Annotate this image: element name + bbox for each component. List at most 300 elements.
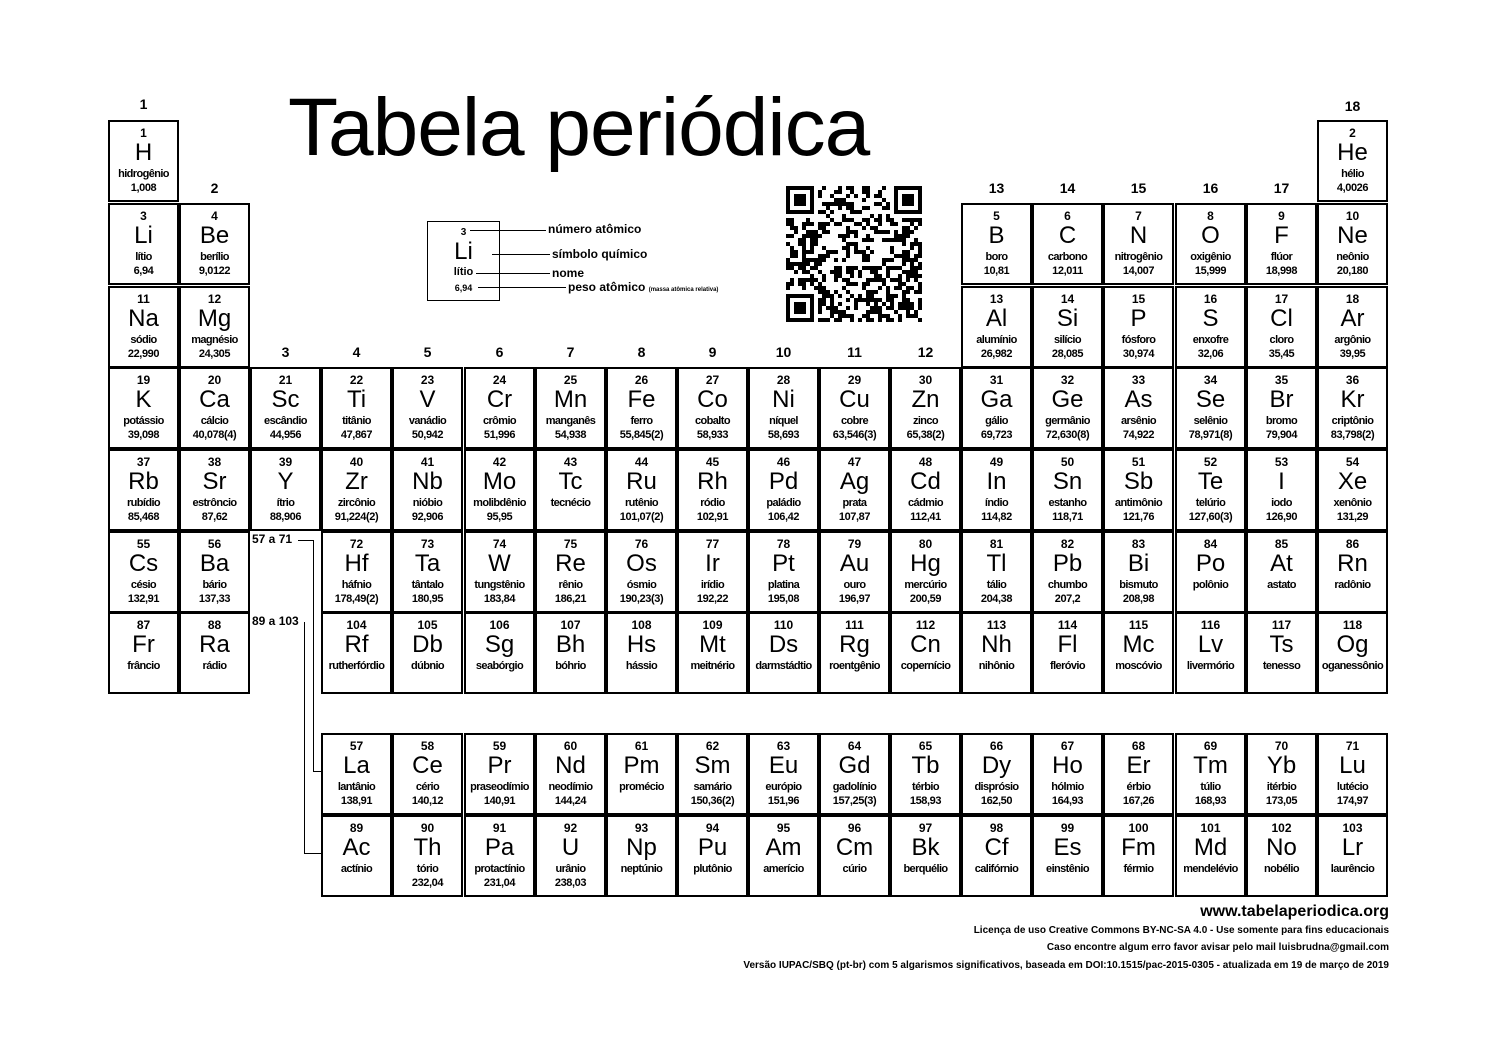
- element-symbol: Ce: [412, 752, 443, 779]
- element-name: dúbnio: [410, 660, 445, 672]
- element-name: praseodímio: [470, 781, 529, 793]
- atomic-mass: 140,12: [411, 795, 444, 807]
- element-cell-cm: [819, 815, 890, 897]
- atomic-number: 76: [634, 537, 649, 551]
- element-cell-o: [1175, 203, 1246, 285]
- element-name: carbono: [1047, 251, 1088, 263]
- element-name: promécio: [619, 781, 664, 793]
- element-name: nióbio: [412, 497, 443, 509]
- atomic-number: 28: [776, 373, 791, 387]
- atomic-number: 50: [1060, 455, 1075, 469]
- legend-label-mass-note: (massa atômica relativa): [648, 287, 719, 293]
- element-name: nobélio: [1264, 863, 1299, 875]
- group-label-16: 16: [1202, 180, 1219, 196]
- element-cell-cu: [819, 367, 890, 449]
- atomic-number: 114: [1057, 618, 1078, 632]
- element-symbol: Np: [626, 834, 657, 861]
- legend-leader-line: [470, 230, 546, 231]
- group-label-3: 3: [281, 344, 290, 360]
- element-name: tântalo: [411, 579, 444, 591]
- element-name: hidrogênio: [118, 168, 169, 180]
- group-label-10: 10: [775, 344, 792, 360]
- atomic-mass: 112,41: [910, 511, 941, 523]
- element-cell-zr: [321, 449, 392, 531]
- element-symbol: As: [1124, 386, 1153, 413]
- element-name: nihônio: [978, 660, 1015, 672]
- atomic-mass: 44,956: [269, 429, 302, 441]
- qr-code-icon: [786, 186, 922, 322]
- atomic-mass: 55,845(2): [619, 429, 664, 441]
- group-label-13: 13: [988, 180, 1005, 196]
- element-symbol: Sm: [694, 752, 731, 779]
- element-symbol: Au: [839, 550, 870, 577]
- element-name: moscóvio: [1115, 660, 1162, 672]
- element-cell-u: [535, 815, 606, 897]
- atomic-number: 93: [634, 821, 649, 835]
- element-symbol: No: [1266, 834, 1297, 861]
- element-name: cério: [415, 781, 440, 793]
- element-cell-db: [392, 612, 463, 694]
- element-symbol: W: [488, 550, 511, 577]
- element-name: rênio: [558, 579, 583, 591]
- element-symbol: Bi: [1127, 550, 1150, 577]
- atomic-mass: 51,996: [483, 429, 516, 441]
- element-symbol: Pm: [623, 752, 660, 779]
- footer-contact: Caso encontre algum erro favor avisar pelo mail luisbrudna@gmail.com: [1046, 942, 1389, 953]
- atomic-number: 109: [702, 618, 723, 632]
- element-cell-b: [961, 203, 1032, 285]
- atomic-number: 8: [1207, 209, 1214, 223]
- element-cell-rb: [108, 449, 179, 531]
- group-label-2: 2: [210, 180, 219, 196]
- atomic-number: 90: [420, 821, 435, 835]
- element-cell-i: [1246, 449, 1317, 531]
- element-name: cádmio: [908, 497, 943, 509]
- element-cell-nh: [961, 612, 1032, 694]
- element-cell-kr: [1317, 367, 1388, 449]
- atomic-number: 95: [776, 821, 791, 835]
- element-symbol: Cs: [128, 550, 159, 577]
- element-symbol: Fm: [1121, 834, 1156, 861]
- element-symbol: Co: [697, 386, 728, 413]
- element-symbol: Mg: [197, 305, 232, 332]
- atomic-number: 21: [278, 373, 293, 387]
- atomic-number: 104: [346, 618, 367, 632]
- element-symbol: Tb: [911, 752, 940, 779]
- atomic-number: 48: [918, 455, 933, 469]
- element-name: bismuto: [1119, 579, 1158, 591]
- atomic-number: 2: [1349, 126, 1356, 140]
- page-title: Tabela periódica: [288, 82, 870, 173]
- atomic-mass: 79,904: [1265, 429, 1298, 441]
- element-symbol: S: [1202, 305, 1219, 332]
- actinide-connector: [304, 853, 322, 854]
- atomic-mass: 58,693: [767, 429, 800, 441]
- element-cell-md: [1175, 815, 1246, 897]
- element-cell-hg: [890, 531, 961, 613]
- element-name: roentgênio: [829, 660, 880, 672]
- legend-leader-line: [478, 287, 566, 288]
- legend-leader-line: [476, 273, 550, 274]
- atomic-mass: 58,933: [696, 429, 729, 441]
- group-label-1: 1: [139, 96, 148, 112]
- atomic-number: 68: [1131, 739, 1146, 753]
- element-name: titânio: [342, 415, 371, 427]
- element-name: ósmio: [626, 579, 657, 591]
- atomic-mass: 95,95: [486, 511, 513, 523]
- element-name: ferro: [630, 415, 653, 427]
- element-symbol: Ni: [772, 386, 795, 413]
- element-name: molibdênio: [473, 497, 526, 509]
- legend-atomic-number: 3: [460, 227, 467, 238]
- atomic-number: 65: [918, 739, 933, 753]
- element-symbol: Pu: [697, 834, 728, 861]
- element-symbol: Ir: [705, 550, 720, 577]
- atomic-number: 67: [1060, 739, 1075, 753]
- atomic-number: 18: [1345, 292, 1360, 306]
- element-cell-ne: [1317, 203, 1388, 285]
- group-label-14: 14: [1059, 180, 1076, 196]
- atomic-number: 103: [1342, 821, 1363, 835]
- element-name: cobre: [841, 415, 868, 427]
- atomic-mass: 4,0026: [1336, 182, 1369, 194]
- lanthanide-connector: [298, 540, 314, 541]
- element-cell-fm: [1103, 815, 1174, 897]
- element-name: césio: [130, 579, 157, 591]
- element-symbol: Rf: [344, 631, 369, 658]
- element-symbol: K: [135, 386, 152, 413]
- atomic-mass: 35,45: [1268, 348, 1295, 360]
- legend-sample-cell: [427, 221, 500, 301]
- atomic-number: 17: [1274, 292, 1289, 306]
- element-name: lantânio: [337, 781, 376, 793]
- element-name: itérbio: [1266, 781, 1297, 793]
- element-cell-pd: [748, 449, 819, 531]
- atomic-number: 37: [136, 455, 151, 469]
- atomic-mass: 78,971(8): [1188, 429, 1233, 441]
- atomic-mass: 101,07(2): [619, 511, 664, 523]
- element-cell-nd: [535, 733, 606, 815]
- atomic-mass: 91,224(2): [334, 511, 379, 523]
- atomic-number: 5: [993, 209, 1000, 223]
- element-cell-k: [108, 367, 179, 449]
- element-cell-mc: [1103, 612, 1174, 694]
- actinide-connector: [304, 622, 305, 854]
- group-label-9: 9: [708, 344, 717, 360]
- element-cell-cd: [890, 449, 961, 531]
- atomic-number: 79: [847, 537, 862, 551]
- element-cell-bh: [535, 612, 606, 694]
- element-cell-rg: [819, 612, 890, 694]
- element-symbol: Ts: [1269, 631, 1294, 658]
- element-name: mendelévio: [1183, 863, 1238, 875]
- element-symbol: Xe: [1337, 468, 1368, 495]
- element-name: criptônio: [1331, 415, 1374, 427]
- atomic-number: 70: [1274, 739, 1289, 753]
- element-symbol: Hs: [626, 631, 657, 658]
- element-cell-bi: [1103, 531, 1174, 613]
- element-name: rutherfórdio: [328, 660, 385, 672]
- atomic-mass: 190,23(3): [619, 593, 664, 605]
- atomic-number: 102: [1271, 821, 1292, 835]
- element-name: darmstádtio: [755, 660, 812, 672]
- atomic-mass: 121,76: [1122, 511, 1155, 523]
- lanthanide-range-label: 57 a 71: [252, 532, 293, 546]
- element-symbol: Th: [413, 834, 442, 861]
- legend-name: lítio: [453, 266, 474, 278]
- element-cell-sg: [464, 612, 535, 694]
- atomic-mass: 151,96: [767, 795, 800, 807]
- element-symbol: Ba: [199, 550, 230, 577]
- element-cell-mn: [535, 367, 606, 449]
- element-name: escândio: [264, 415, 307, 427]
- atomic-number: 63: [776, 739, 791, 753]
- element-name: tecnécio: [550, 497, 591, 509]
- element-name: hélio: [1341, 168, 1364, 180]
- element-cell-tm: [1175, 733, 1246, 815]
- element-symbol: In: [986, 468, 1007, 495]
- element-cell-br: [1246, 367, 1317, 449]
- element-cell-sc: [250, 367, 321, 449]
- element-symbol: Na: [128, 305, 159, 332]
- group-label-7: 7: [566, 344, 575, 360]
- element-symbol: Cl: [1270, 305, 1293, 332]
- atomic-mass: 138,91: [340, 795, 373, 807]
- atomic-number: 107: [560, 618, 581, 632]
- atomic-number: 57: [349, 739, 364, 753]
- element-cell-s: [1175, 286, 1246, 368]
- element-name: antimônio: [1114, 497, 1163, 509]
- element-symbol: Sb: [1123, 468, 1154, 495]
- group-label-6: 6: [495, 344, 504, 360]
- element-name: térbio: [912, 781, 939, 793]
- element-symbol: B: [988, 222, 1005, 249]
- element-name: lutécio: [1336, 781, 1369, 793]
- element-symbol: Pd: [768, 468, 799, 495]
- element-symbol: Lu: [1339, 752, 1366, 779]
- atomic-number: 10: [1345, 209, 1360, 223]
- element-symbol: Sr: [202, 468, 227, 495]
- group-label-4: 4: [352, 344, 361, 360]
- atomic-mass: 6,94: [133, 265, 154, 277]
- atomic-number: 113: [986, 618, 1007, 632]
- element-name: argônio: [1334, 334, 1371, 346]
- element-name: fleróvio: [1050, 660, 1085, 672]
- atomic-mass: 195,08: [767, 593, 800, 605]
- atomic-number: 105: [417, 618, 438, 632]
- element-name: prata: [842, 497, 867, 509]
- atomic-number: 55: [136, 537, 151, 551]
- atomic-number: 117: [1271, 618, 1292, 632]
- group-label-18: 18: [1344, 98, 1361, 114]
- element-symbol: Br: [1269, 386, 1294, 413]
- element-symbol: Pa: [484, 834, 515, 861]
- atomic-mass: 54,938: [554, 429, 587, 441]
- element-cell-no: [1246, 815, 1317, 897]
- atomic-number: 43: [563, 455, 578, 469]
- atomic-mass: 63,546(3): [832, 429, 877, 441]
- atomic-number: 30: [918, 373, 933, 387]
- atomic-number: 89: [349, 821, 364, 835]
- atomic-number: 100: [1128, 821, 1149, 835]
- footer-website: www.tabelaperiodica.org: [1200, 903, 1389, 920]
- element-cell-se: [1175, 367, 1246, 449]
- atomic-mass: 204,38: [980, 593, 1013, 605]
- element-name: bário: [202, 579, 227, 591]
- atomic-number: 7: [1135, 209, 1142, 223]
- group-label-8: 8: [637, 344, 646, 360]
- element-cell-fe: [606, 367, 677, 449]
- element-symbol: Sc: [271, 386, 300, 413]
- atomic-number: 19: [136, 373, 151, 387]
- element-symbol: Cu: [839, 386, 870, 413]
- legend-label-mass: [568, 280, 718, 294]
- atomic-number: 75: [563, 537, 578, 551]
- element-cell-ga: [961, 367, 1032, 449]
- atomic-number: 26: [634, 373, 649, 387]
- element-name: ítrio: [276, 497, 295, 509]
- element-name: meitnério: [690, 660, 735, 672]
- atomic-mass: 10,81: [983, 265, 1010, 277]
- element-cell-lv: [1175, 612, 1246, 694]
- element-symbol: Ti: [346, 386, 367, 413]
- atomic-mass: 30,974: [1122, 348, 1155, 360]
- element-symbol: Po: [1195, 550, 1226, 577]
- element-symbol: Bh: [555, 631, 586, 658]
- element-cell-tc: [535, 449, 606, 531]
- element-cell-os: [606, 531, 677, 613]
- element-symbol: Rg: [839, 631, 870, 658]
- atomic-number: 87: [136, 618, 151, 632]
- element-name: einstênio: [1046, 863, 1089, 875]
- element-name: zircônio: [337, 497, 376, 509]
- element-name: boro: [985, 251, 1008, 263]
- atomic-mass: 74,922: [1122, 429, 1155, 441]
- element-symbol: Cr: [486, 386, 513, 413]
- element-symbol: Re: [555, 550, 586, 577]
- element-symbol: Og: [1336, 631, 1369, 658]
- element-cell-mg: [179, 286, 250, 368]
- atomic-mass: 39,098: [127, 429, 160, 441]
- atomic-number: 9: [1278, 209, 1285, 223]
- element-cell-ds: [748, 612, 819, 694]
- atomic-mass: 26,982: [980, 348, 1013, 360]
- atomic-mass: 28,085: [1051, 348, 1084, 360]
- element-cell-nb: [392, 449, 463, 531]
- element-name: enxofre: [1192, 334, 1229, 346]
- actinide-range-label: 89 a 103: [252, 614, 299, 628]
- element-symbol: Hg: [910, 550, 941, 577]
- atomic-number: 98: [989, 821, 1004, 835]
- element-symbol: Fl: [1057, 631, 1078, 658]
- atomic-mass: 162,50: [980, 795, 1013, 807]
- element-cell-eu: [748, 733, 819, 815]
- element-cell-v: [392, 367, 463, 449]
- element-cell-ru: [606, 449, 677, 531]
- element-name: crômio: [482, 415, 517, 427]
- element-name: irídio: [700, 579, 725, 591]
- atomic-number: 52: [1203, 455, 1218, 469]
- atomic-number: 59: [492, 739, 507, 753]
- element-symbol: Os: [626, 550, 657, 577]
- element-cell-cr: [464, 367, 535, 449]
- atomic-mass: 24,305: [198, 348, 231, 360]
- element-symbol: Dy: [981, 752, 1012, 779]
- element-name: astato: [1267, 579, 1296, 591]
- atomic-mass: 65,38(2): [906, 429, 945, 441]
- element-symbol: Te: [1197, 468, 1224, 495]
- atomic-mass: 180,95: [411, 593, 444, 605]
- atomic-mass: 18,998: [1265, 265, 1298, 277]
- atomic-number: 31: [989, 373, 1004, 387]
- atomic-mass: 88,906: [269, 511, 302, 523]
- element-cell-ni: [748, 367, 819, 449]
- element-cell-ce: [392, 733, 463, 815]
- element-name: índio: [984, 497, 1009, 509]
- element-name: telúrio: [1195, 497, 1226, 509]
- element-cell-ac: [321, 815, 392, 897]
- lanthanide-connector: [313, 540, 314, 772]
- atomic-mass: 168,93: [1194, 795, 1227, 807]
- atomic-number: 96: [847, 821, 862, 835]
- element-symbol: Gd: [838, 752, 871, 779]
- atomic-mass: 238,03: [554, 877, 587, 889]
- element-symbol: Zr: [345, 468, 368, 495]
- element-name: iodo: [1271, 497, 1292, 509]
- element-symbol: V: [419, 386, 436, 413]
- element-name: selênio: [1193, 415, 1228, 427]
- atomic-number: 1: [140, 126, 147, 140]
- element-symbol: Ga: [980, 386, 1013, 413]
- atomic-mass: 132,91: [127, 593, 160, 605]
- element-cell-ti: [321, 367, 392, 449]
- atomic-mass: 137,33: [198, 593, 231, 605]
- element-cell-as: [1103, 367, 1174, 449]
- element-name: berílio: [200, 251, 229, 263]
- atomic-mass: 164,93: [1051, 795, 1084, 807]
- element-cell-hf: [321, 531, 392, 613]
- legend-mass: 6,94: [454, 283, 473, 293]
- atomic-number: 12: [207, 292, 222, 306]
- atomic-mass: 1,008: [130, 182, 157, 194]
- element-name: ródio: [700, 497, 725, 509]
- atomic-number: 82: [1060, 537, 1075, 551]
- atomic-number: 49: [989, 455, 1004, 469]
- element-cell-ts: [1246, 612, 1317, 694]
- element-name: xenônio: [1333, 497, 1372, 509]
- atomic-number: 58: [420, 739, 435, 753]
- atomic-number: 39: [278, 455, 293, 469]
- atomic-mass: 15,999: [1194, 265, 1227, 277]
- element-cell-ca: [179, 367, 250, 449]
- element-name: rutênio: [624, 497, 659, 509]
- element-symbol: Ar: [1340, 305, 1365, 332]
- element-name: oganessônio: [1321, 660, 1384, 672]
- atomic-mass: 106,42: [767, 511, 800, 523]
- element-symbol: Se: [1195, 386, 1226, 413]
- element-cell-y: [250, 449, 321, 531]
- element-name: manganês: [545, 415, 596, 427]
- element-symbol: Li: [134, 222, 153, 249]
- element-symbol: Eu: [768, 752, 799, 779]
- atomic-mass: 196,97: [838, 593, 871, 605]
- element-cell-fl: [1032, 612, 1103, 694]
- atomic-mass: 47,867: [340, 429, 373, 441]
- element-symbol: I: [1278, 468, 1285, 495]
- atomic-mass: 178,49(2): [334, 593, 379, 605]
- atomic-number: 15: [1131, 292, 1146, 306]
- element-symbol: P: [1130, 305, 1147, 332]
